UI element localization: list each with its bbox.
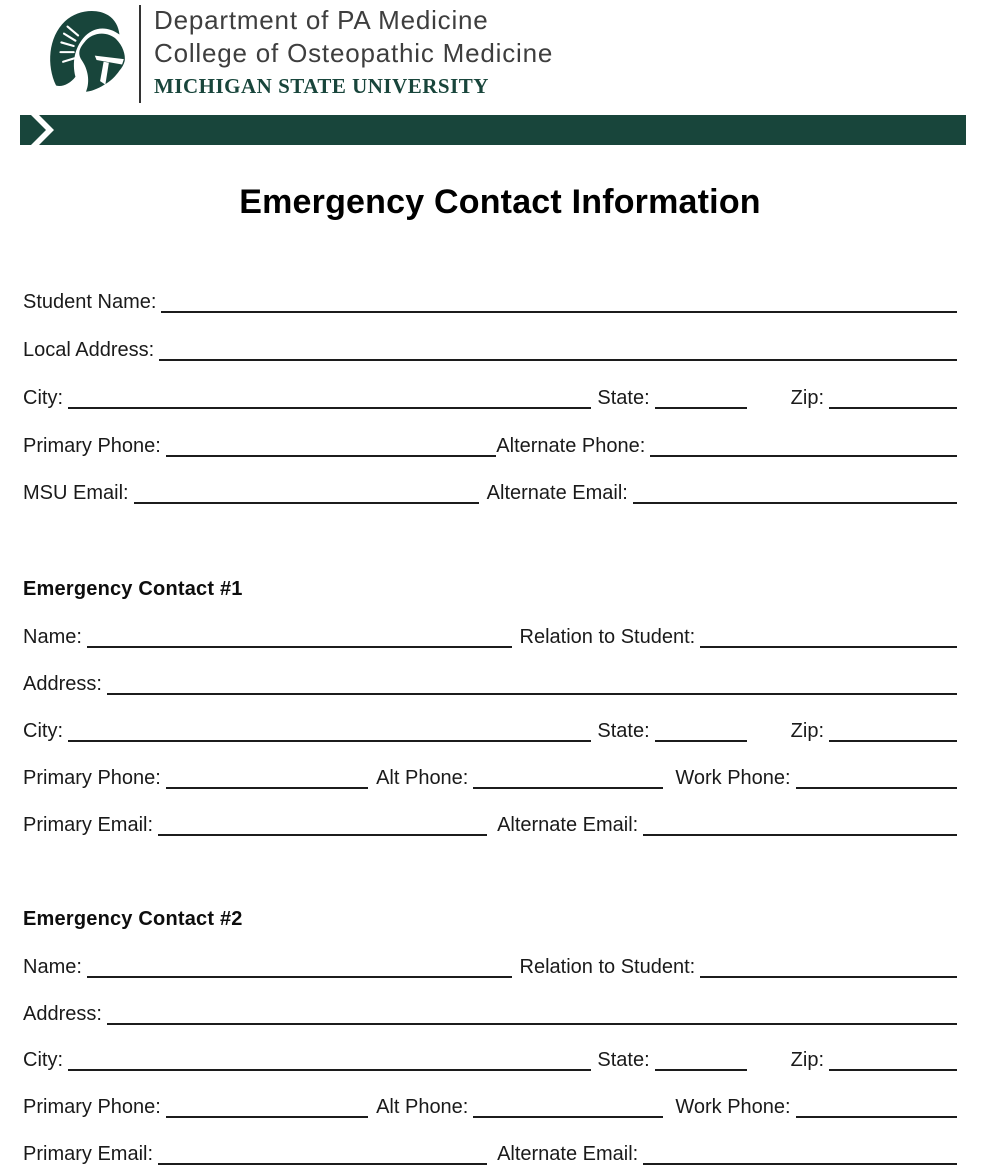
contact1-zip-input[interactable] <box>829 716 957 742</box>
student-zip-label: Zip: <box>790 387 824 409</box>
student-msu-email-input[interactable] <box>134 478 479 504</box>
university-wordmark: MICHIGAN STATE UNIVERSITY <box>154 74 489 98</box>
student-alternate-phone-input[interactable] <box>650 431 957 457</box>
banner-bar <box>20 115 966 145</box>
contact2-phones-row <box>23 1091 957 1118</box>
contact1-zip-label: Zip: <box>790 720 824 742</box>
contact2-state-label: State: <box>597 1049 650 1071</box>
spartan-helmet-icon <box>42 6 130 100</box>
contact1-relation-input[interactable] <box>700 622 957 648</box>
student-name-label: Student Name: <box>23 291 157 313</box>
contact2-alternate-email-input[interactable] <box>643 1139 957 1165</box>
contact2-relation-label: Relation to Student: <box>519 956 696 978</box>
student-local-address-row <box>23 334 957 361</box>
contact1-primary-phone-label: Primary Phone: <box>23 767 161 789</box>
banner-fill <box>68 115 966 145</box>
contact2-primary-phone-label: Primary Phone: <box>23 1096 161 1118</box>
contact1-state-label: State: <box>597 720 650 742</box>
contact1-state-input[interactable] <box>655 716 747 742</box>
contact1-address-row <box>23 668 957 695</box>
contact1-work-phone-label: Work Phone: <box>675 767 791 789</box>
page-title: Emergency Contact Information <box>239 183 761 221</box>
contact2-zip-label: Zip: <box>790 1049 824 1071</box>
contact1-primary-email-input[interactable] <box>158 810 487 836</box>
student-name-input[interactable] <box>161 287 957 313</box>
contact1-alt-phone-input[interactable] <box>473 763 663 789</box>
contact2-alt-phone-input[interactable] <box>473 1092 663 1118</box>
contact2-state-input[interactable] <box>655 1045 747 1071</box>
student-city-state-zip-row <box>23 382 957 409</box>
header-text-block <box>154 4 553 99</box>
student-msu-email-label: MSU Email: <box>23 482 129 504</box>
student-primary-phone-label: Primary Phone: <box>23 435 161 457</box>
contact2-city-state-zip-row <box>23 1044 957 1071</box>
contact2-name-label: Name: <box>23 956 82 978</box>
contact2-address-input[interactable] <box>107 999 957 1025</box>
contact2-alternate-email-label: Alternate Email: <box>497 1143 639 1165</box>
student-city-label: City: <box>23 387 63 409</box>
contact1-city-label: City: <box>23 720 63 742</box>
contact1-primary-email-label: Primary Email: <box>23 814 154 836</box>
contact1-emails-row <box>23 809 957 836</box>
contact2-primary-email-input[interactable] <box>158 1139 487 1165</box>
contact2-zip-input[interactable] <box>829 1045 957 1071</box>
contact2-primary-phone-input[interactable] <box>166 1092 368 1118</box>
contact2-name-input[interactable] <box>87 952 512 978</box>
contact2-primary-email-label: Primary Email: <box>23 1143 154 1165</box>
student-local-address-label: Local Address: <box>23 339 155 361</box>
student-emails-row <box>23 477 957 504</box>
student-alternate-email-label: Alternate Email: <box>486 482 628 504</box>
student-zip-input[interactable] <box>829 383 957 409</box>
student-alternate-email-input[interactable] <box>633 478 957 504</box>
contact2-relation-input[interactable] <box>700 952 957 978</box>
emergency-contact-2-heading: Emergency Contact #2 <box>23 908 243 930</box>
contact2-city-input[interactable] <box>68 1045 591 1071</box>
contact1-name-row <box>23 621 957 648</box>
contact1-work-phone-input[interactable] <box>796 763 957 789</box>
contact2-name-row <box>23 951 957 978</box>
header-divider <box>139 5 141 103</box>
contact2-work-phone-label: Work Phone: <box>675 1096 791 1118</box>
contact1-city-state-zip-row <box>23 715 957 742</box>
department-line1: Department of PA Medicine <box>154 5 489 35</box>
contact1-alternate-email-input[interactable] <box>643 810 957 836</box>
contact2-emails-row <box>23 1138 957 1165</box>
student-city-input[interactable] <box>68 383 591 409</box>
contact1-primary-phone-input[interactable] <box>166 763 368 789</box>
contact1-address-label: Address: <box>23 673 102 695</box>
contact2-alt-phone-label: Alt Phone: <box>376 1096 469 1118</box>
contact1-name-input[interactable] <box>87 622 512 648</box>
contact1-address-input[interactable] <box>107 669 957 695</box>
contact1-name-label: Name: <box>23 626 82 648</box>
student-phones-row <box>23 430 957 457</box>
contact2-address-label: Address: <box>23 1003 102 1025</box>
student-state-input[interactable] <box>655 383 747 409</box>
contact2-city-label: City: <box>23 1049 63 1071</box>
student-primary-phone-input[interactable] <box>166 431 496 457</box>
student-alternate-phone-label: Alternate Phone: <box>496 435 646 457</box>
student-local-address-input[interactable] <box>159 335 957 361</box>
contact1-city-input[interactable] <box>68 716 591 742</box>
department-line2: College of Osteopathic Medicine <box>154 38 554 68</box>
contact1-alternate-email-label: Alternate Email: <box>497 814 639 836</box>
chevron-right-icon <box>20 115 68 145</box>
contact1-phones-row <box>23 762 957 789</box>
student-name-row <box>23 286 957 313</box>
contact1-relation-label: Relation to Student: <box>519 626 696 648</box>
contact1-alt-phone-label: Alt Phone: <box>376 767 469 789</box>
student-state-label: State: <box>597 387 650 409</box>
contact2-address-row <box>23 998 957 1025</box>
contact2-work-phone-input[interactable] <box>796 1092 957 1118</box>
emergency-contact-1-heading: Emergency Contact #1 <box>23 578 243 600</box>
